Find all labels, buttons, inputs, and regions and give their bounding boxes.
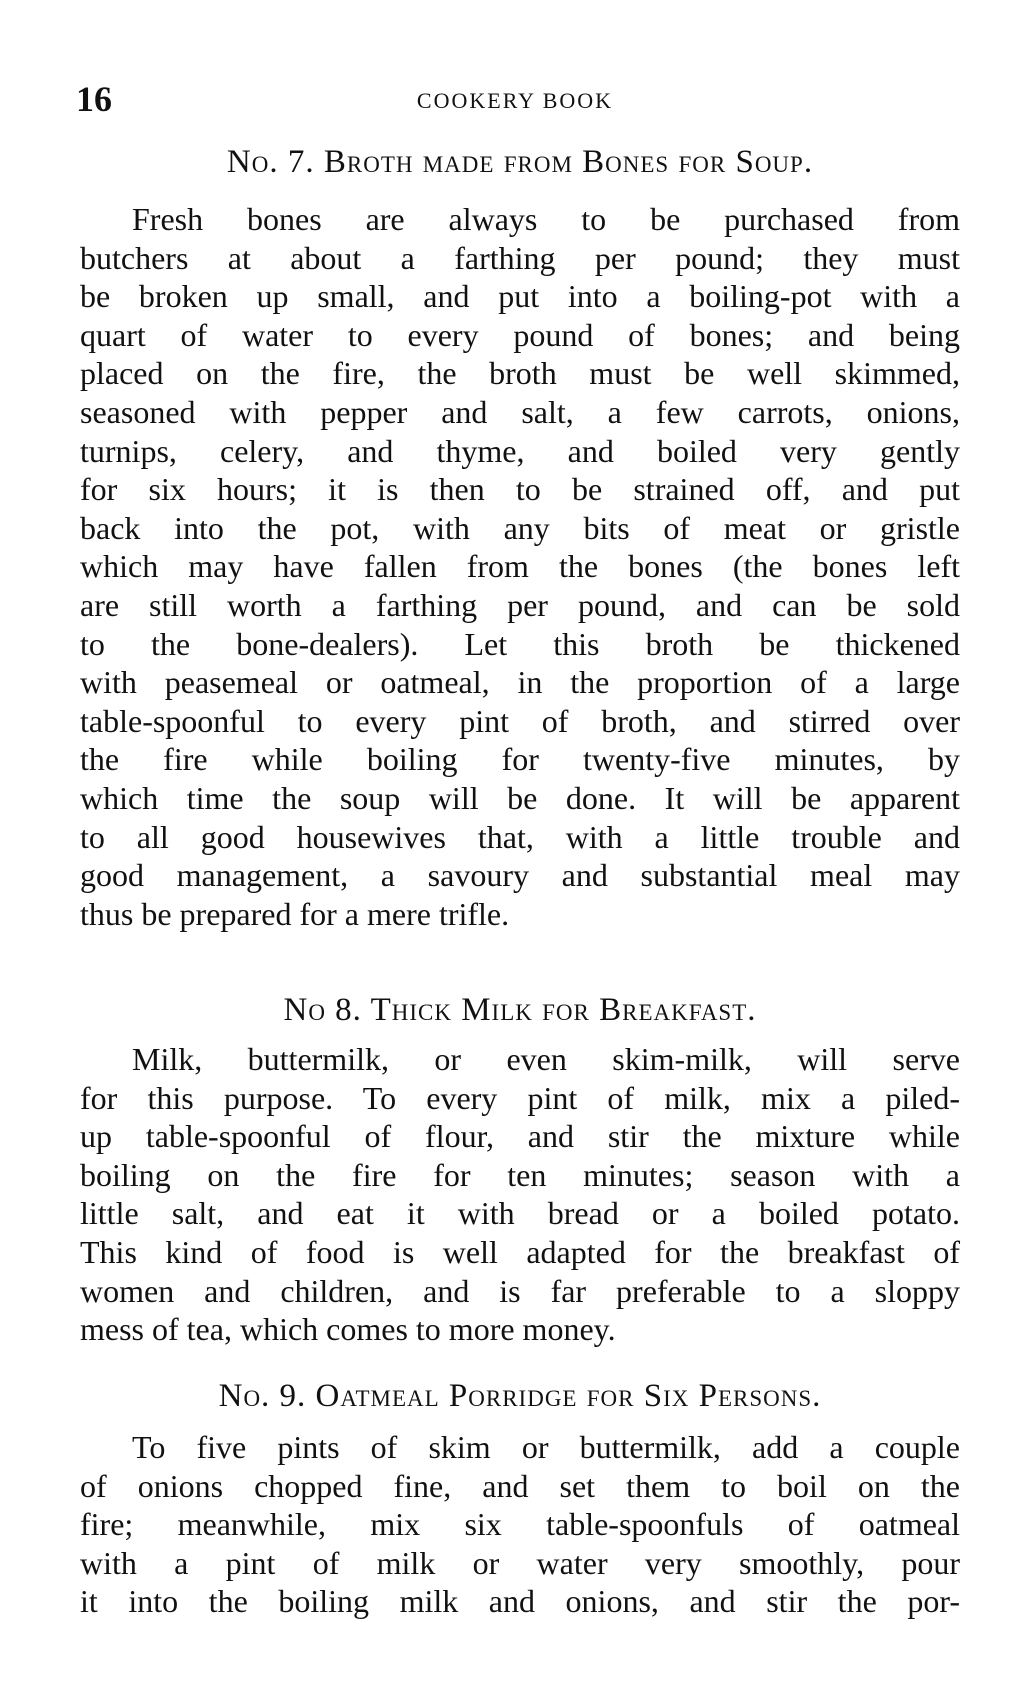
text-line: of onions chopped fine, and set them to boil on the [80, 1467, 960, 1504]
text-line: are still worth a farthing per pound, and can be sold [80, 586, 960, 623]
text-line: This kind of food is well adapted for the breakfast of [80, 1233, 960, 1270]
text-line: mess of tea, which comes to more money. [80, 1311, 616, 1348]
text-line: with a pint of milk or water very smoothly, pour [80, 1544, 960, 1581]
text-line: fire; meanwhile, mix six table-spoonfuls of oatmeal [80, 1506, 960, 1543]
text-line: which time the soup will be done. It will be apparent [80, 779, 960, 816]
text-line: quart of water to every pound of bones; and being [80, 316, 960, 353]
recipe-section-9 [80, 1376, 960, 1621]
text-line: it into the boiling milk and onions, and stir the por- [80, 1583, 960, 1620]
recipe-body [80, 1040, 960, 1349]
text-line: the fire while boiling for twenty-five minutes, by [80, 741, 960, 778]
recipe-section-8 [80, 990, 960, 1349]
text-line: Fresh bones are always to be purchased from [132, 201, 960, 237]
text-line: be broken up small, and put into a boiling-pot with a [80, 278, 960, 315]
text-line: thus be prepared for a mere trifle. [80, 895, 510, 932]
text-line: back into the pot, with any bits of meat or gristle [80, 509, 960, 546]
recipe-body [80, 1428, 960, 1621]
text-line: turnips, celery, and thyme, and boiled very gently [80, 432, 960, 469]
text-line: to the bone-dealers). Let this broth be thickened [80, 625, 960, 662]
recipe-body [80, 200, 960, 933]
text-line: Milk, buttermilk, or even skim-milk, will serve [132, 1041, 960, 1077]
text-line: seasoned with pepper and salt, a few carrots, onions, [80, 393, 960, 430]
recipe-heading: No. 7. Broth made from Bones for Soup. [226, 144, 814, 180]
recipe-heading: No. 9. Oatmeal Porridge for Six Persons. [218, 1378, 822, 1414]
text-line: up table-spoonful of flour, and stir the mixture while [80, 1118, 960, 1155]
page-number: 16 [76, 79, 112, 119]
text-line: boiling on the fire for ten minutes; season with a [80, 1156, 960, 1193]
text-line: which may have fallen from the bones (the bones left [80, 548, 960, 585]
running-head: COOKERY BOOK [416, 88, 614, 113]
text-line: little salt, and eat it with bread or a boiled potato. [80, 1195, 960, 1232]
text-line: for six hours; it is then to be strained off, and put [80, 471, 960, 508]
text-line: good management, a savoury and substantial meal may [80, 857, 960, 894]
text-line: for this purpose. To every pint of milk, mix a piled- [80, 1079, 960, 1116]
text-line: to all good housewives that, with a little trouble and [80, 818, 960, 855]
recipe-heading: No 8. Thick Milk for Breakfast. [283, 992, 757, 1028]
text-line: with peasemeal or oatmeal, in the proportion of a large [80, 664, 960, 701]
recipe-section-7 [80, 142, 960, 933]
text-line: butchers at about a farthing per pound; they must [80, 239, 960, 276]
text-line: To five pints of skim or buttermilk, add a couple [132, 1429, 960, 1465]
text-line: placed on the fire, the broth must be well skimmed, [80, 355, 960, 392]
text-line: table-spoonful to every pint of broth, and stirred over [80, 702, 960, 739]
text-line: women and children, and is far preferable to a sloppy [80, 1272, 960, 1309]
